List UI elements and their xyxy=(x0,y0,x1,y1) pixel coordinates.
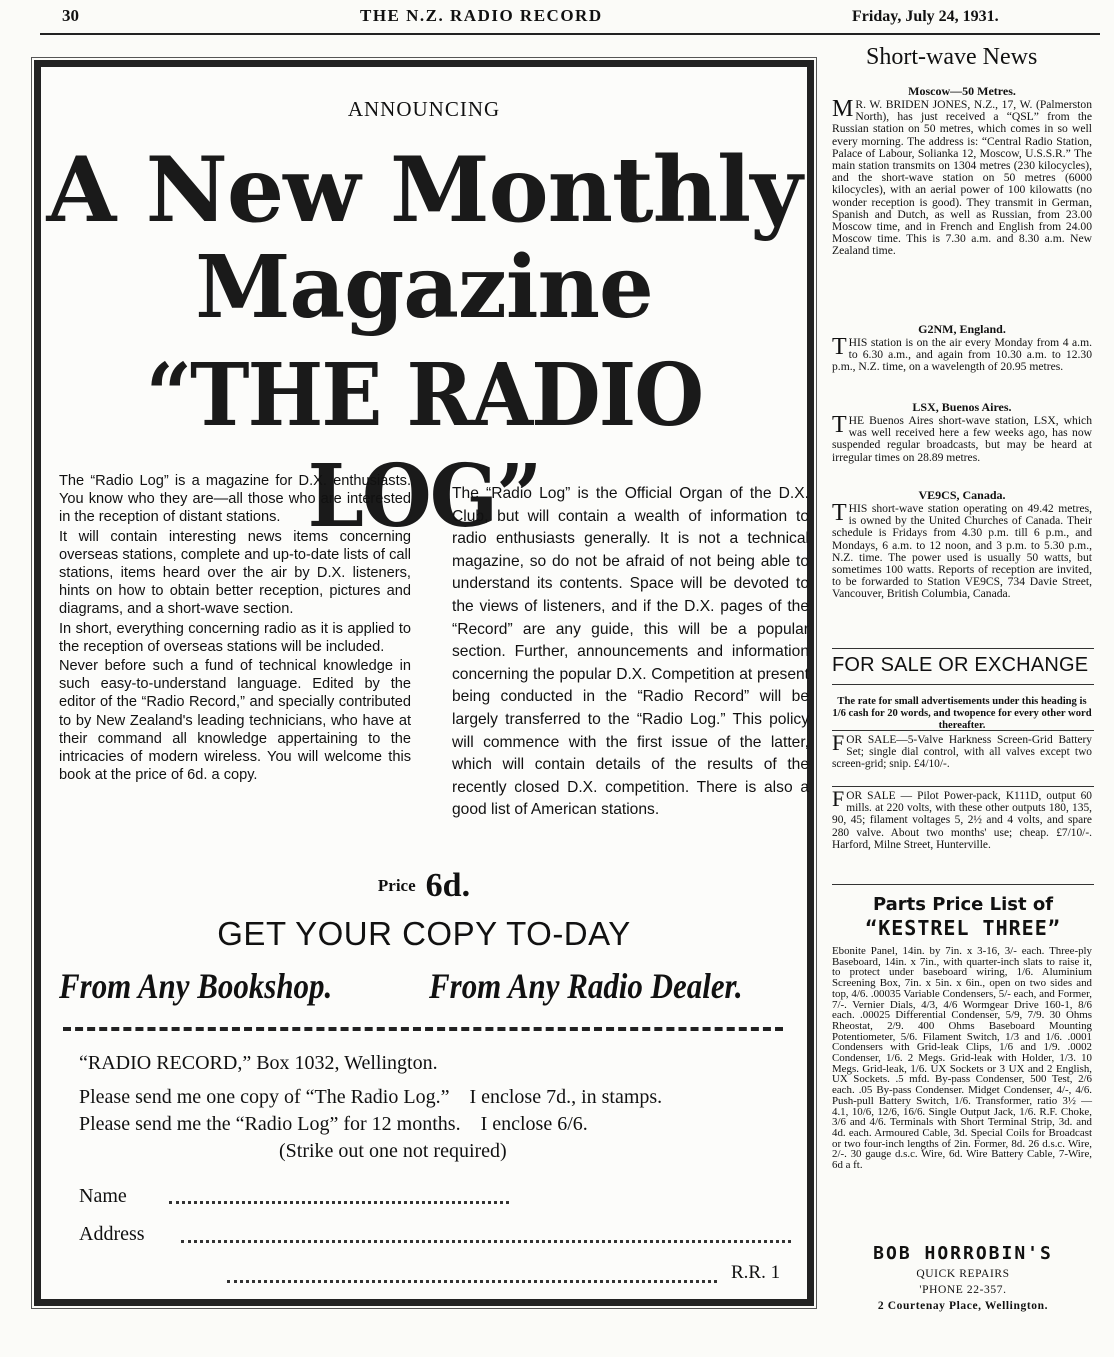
left-paragraph: Never before such a fund of technical knowledge in such easy-to-understand language. Edited by the editor of the “Radio Record,” and specially contributed to by New Zealand's leading technicians, who have at their command all knowledge appertaining to the intricacies of modern wireless. You will welcome this book at the price of 6d. a copy. xyxy=(59,658,411,784)
from-bookshop: From Any Bookshop. xyxy=(59,966,333,1006)
shop-name: BOB HORROBIN'S xyxy=(873,1243,1053,1264)
for-sale-rate xyxy=(832,696,1092,732)
shortwave-item xyxy=(832,322,1092,374)
coupon-address: “RADIO RECORD,” Box 1032, Wellington. xyxy=(79,1052,438,1074)
shortwave-item-text: THE Buenos Aires short-wave station, LSX, which was well received here a few weeks ago, has now suspended regular broadcasts, but may be heard at irregular times on 28.89 metres. xyxy=(832,412,1092,464)
parts-list-subtitle: “KESTREL THREE” xyxy=(865,916,1061,940)
shortwave-item-heading: G2NM, England. xyxy=(918,322,1006,336)
shortwave-item xyxy=(832,84,1092,258)
publication-title: THE N.Z. RADIO RECORD xyxy=(360,6,603,25)
header-rule xyxy=(40,33,1100,35)
from-radio-dealer: From Any Radio Dealer. xyxy=(429,966,743,1006)
coupon-note: (Strike out one not required) xyxy=(279,1140,507,1162)
announcing-label: ANNOUNCING xyxy=(347,97,501,121)
for-sale-rate-text: The rate for small advertisements under this heading is 1/6 cash for 20 words, and twopence for every other word thereafter. xyxy=(832,696,1092,731)
classified-ad xyxy=(832,786,1092,851)
shop-tagline: QUICK REPAIRS xyxy=(916,1268,1010,1280)
advert-left-column xyxy=(59,472,411,785)
headline-line-1: A New Monthly xyxy=(46,137,802,243)
radio-log-advert xyxy=(34,60,814,1306)
headline-line-2: Magazine xyxy=(195,237,653,338)
right-paragraph: The “Radio Log” is the Official Organ of the D.X. Club, but will contain a wealth of information to radio enthusiasts generally. It is not a technical magazine, so do not be afraid of not being able to understand its contents. Space will be devoted to the views of listeners, and if the D.X. pages of the “Record” are any guide, this will be a popular section. Further, announcements and information concerning the popular D.X. Competition at present being conducted in the “Radio Record” will be largely transferred to the “Radio Log.” This policy will commence with the first issue of the latter, which will contain details of the results of the recently closed D.X. competition. There is also a good list of American stations. xyxy=(452,485,809,819)
shortwave-item-heading: LSX, Buenos Aires. xyxy=(912,400,1012,414)
coupon-option-single[interactable]: Please send me one copy of “The Radio Log.” I enclose 7d., in stamps. xyxy=(79,1086,663,1108)
parts-list-title: Parts Price List of xyxy=(872,894,1054,915)
parts-list-text: Ebonite Panel, 14in. by 7in. x 3-16, 3/- each. Three-ply Baseboard, 14in. x 7in., with quarter-inch slats to raise it, to protect under baseboard wiring, 1/6. Aluminium Screening Box, 7in. x 5in. x 6in., open on two sides and top, 4/6. .00035 Variable Condensers, 5/- each, and Former, 7/-. Vernier Dials, 4/3, 4/6 Wormgear Drive 160-1, 8/6 each. .00025 Differential Condenser, 5/9, 7/9. 30 Ohms Rheostat, 2/9. 400 Ohms Baseboard Mounting Potentiometer, 5/6. Filament Switch, 1/3 and 1/6. .0001 Condensers with Grid-leak Clips, 1/6 and 1/9. .0002 Condenser, 1/6. 2 Megs. Grid-leak with Holder, 1/3. 10 Megs. Grid-leak, 1/6. UX Sockets or 3 UX and 2 English, UX Sockets. .5 mfd. By-pass Condenser, 500 Test, 2/6 each. .05 By-pass Condenser. Midget Condenser, 4/-, 4/6. Push-pull Battery Switch, 1/6. Transformer, ratio 3½ — 4.1, 10/6, 12/6, 16/6. Single Output Jack, 1/6. R.F. Choke, 3/6 and 4/6. Terminals with Short Terminal Strip, 3d. and 4d. each. Armoured Cable, 3d. Special Coils for Broadcast or two four-inch lengths of 2in. Former, 8d. 26 d.s.c. Wire, 2/-. 30 gauge d.s.c. Wire, 6d. Wire Battery Cable, 7-Wire, 6d a ft. xyxy=(832,945,1092,1172)
coupon-option-yearly[interactable]: Please send me the “Radio Log” for 12 months. I enclose 6/6. xyxy=(79,1113,588,1135)
left-paragraph: In short, everything concerning radio as it is applied to the reception of overseas stations will be included. xyxy=(59,620,411,655)
page-number: 30 xyxy=(62,6,79,25)
address-field-line-2[interactable] xyxy=(227,1280,717,1283)
address-label: Address xyxy=(79,1223,145,1245)
price-value: 6d. xyxy=(425,867,471,904)
section-rule xyxy=(832,884,1094,885)
section-rule xyxy=(832,684,1094,685)
classified-ad xyxy=(832,730,1092,771)
shortwave-item xyxy=(832,488,1092,601)
address-field[interactable] xyxy=(181,1240,791,1243)
advert-right-column xyxy=(452,483,809,822)
shortwave-item-text: MR. W. BRIDEN JONES, N.Z., 17, W. (Palmerston North), has just received a “QSL” from the Russian station on 50 metres, which comes in so well every morning. The address is: “Central Radio Station, Palace of Labour, Solianka 12, Moscow, U.S.S.R.” The main station transmits on 1304 metres (230 kilocycles), and the short-wave station on 50 metres (6000 kilocycles), with an aerial power of 100 kilowatts (no wonder reception is good). They transmit in German, Spanish and Dutch, as well as Russian, from 23.00 Moscow time, and in French and English from 24.00 Moscow time. This is 7.30 a.m. and 8.30 a.m. New Zealand time. xyxy=(832,96,1092,258)
shortwave-item-heading: Moscow—50 Metres. xyxy=(908,84,1016,98)
get-copy-heading: GET YOUR COPY TO-DAY xyxy=(217,915,631,952)
name-field[interactable] xyxy=(169,1201,509,1204)
shortwave-item-heading: VE9CS, Canada. xyxy=(918,488,1006,502)
parts-list xyxy=(832,946,1092,1171)
price-label: Price xyxy=(377,876,416,895)
shortwave-item xyxy=(832,400,1092,464)
name-label: Name xyxy=(79,1185,127,1207)
coupon-cut-line xyxy=(63,1027,783,1031)
for-sale-title: FOR SALE OR EXCHANGE xyxy=(832,654,1089,676)
shop-phone: 'PHONE 22-357. xyxy=(919,1284,1007,1296)
shortwave-item-text: THIS station is on the air every Monday from 4 a.m. to 6.30 a.m., and again from 10.30 a.m. to 12.30 p.m., N.Z. time, on a wavelength of 20.95 metres. xyxy=(832,334,1092,374)
section-rule xyxy=(832,648,1094,649)
section-rule xyxy=(832,730,1094,731)
shortwave-title: Short-wave News xyxy=(866,44,1038,70)
classified-ad-text: FOR SALE—5-Valve Harkness Screen-Grid Battery Set; single dial control, with all valves except two screen-grid; snip. £4/10/-. xyxy=(832,730,1092,771)
left-paragraph: It will contain interesting news items concerning overseas stations, complete and up-to-date lists of call stations, items heard over the air by D.X. listeners, hints on how to obtain better reception, pictures and diagrams, and a short-wave section. xyxy=(59,528,411,618)
coupon-code: R.R. 1 xyxy=(731,1262,781,1283)
price-line xyxy=(41,867,807,905)
classified-ad-text: FOR SALE — Pilot Power-pack, K111D, output 60 mills. at 220 volts, with these other outputs 180, 135, 90, 45; filament voltages 5, 2½ and 4 volts, and spare 280 valve. About two months' use; cheap. £7/10/-. Harford, Milne Street, Hunterville. xyxy=(832,786,1092,851)
shortwave-item-text: THIS short-wave station operating on 49.42 metres, is owned by the United Churches of Canada. Their schedule is Fridays from 4.30 p.m. till 6 p.m., and Mondays, 6 a.m. to 12 noon, and 3 p.m. to 5.30 p.m., N.Z. time. The power used is usually 50 watts, but sometimes 100 watts. Reports of reception are invited, to be forwarded to Station VE9CS, 734 Davie Street, Vancouver, British Columbia, Canada. xyxy=(832,500,1092,601)
headline-line-3: “THE RADIO LOG” xyxy=(145,345,703,547)
issue-date: Friday, July 24, 1931. xyxy=(852,8,999,25)
left-paragraph: The “Radio Log” is a magazine for D.X. enthusiasts. You know who they are—all those who are interested in the reception of distant stations. xyxy=(59,473,411,526)
section-rule xyxy=(832,786,1094,787)
shop-address: 2 Courtenay Place, Wellington. xyxy=(877,1300,1049,1312)
